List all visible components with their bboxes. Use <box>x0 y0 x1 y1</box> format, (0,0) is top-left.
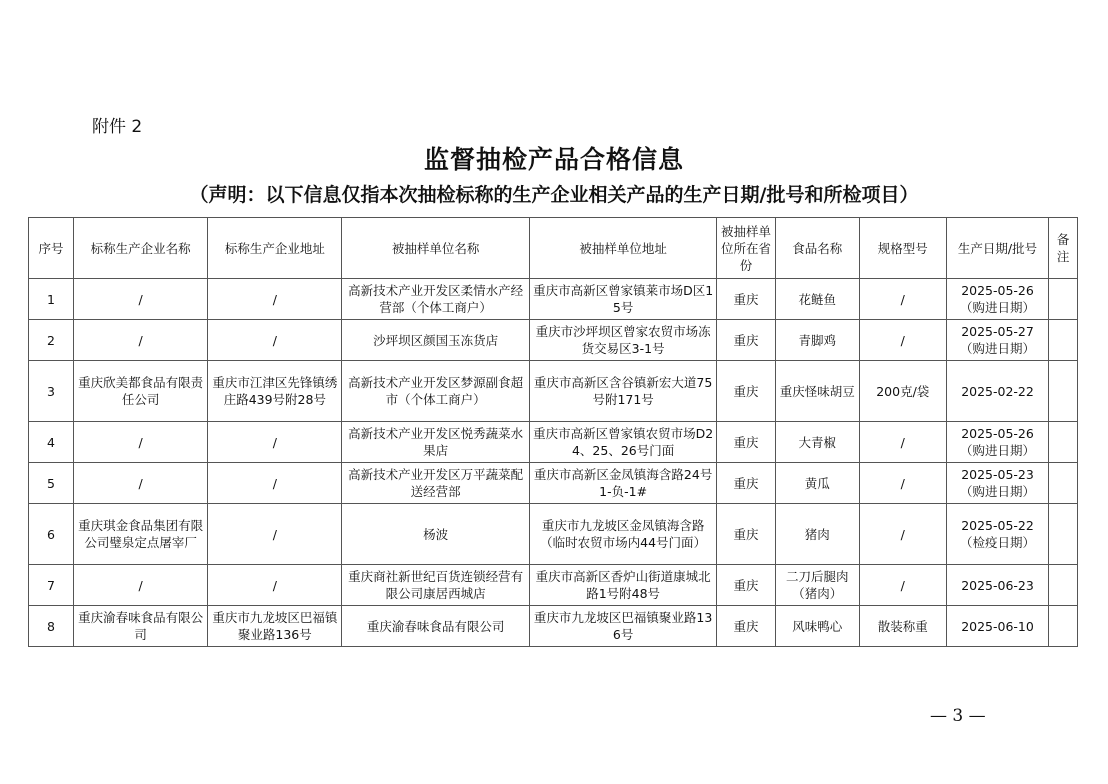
document-title: 监督抽检产品合格信息 <box>423 145 684 174</box>
cell-province: 重庆 <box>717 504 775 565</box>
cell-food: 花鲢鱼 <box>775 279 859 320</box>
cell-province: 重庆 <box>717 565 775 606</box>
table-row <box>29 606 1078 647</box>
cell-mfr-addr: 重庆市九龙坡区巴福镇聚业路136号 <box>208 606 342 647</box>
cell-seq: 3 <box>29 361 74 422</box>
cell-unit-addr: 重庆市高新区金凤镇海含路24号1-负-1# <box>529 463 716 504</box>
cell-seq: 6 <box>29 504 74 565</box>
cell-date: 2025-05-27（购进日期） <box>946 320 1048 361</box>
cell-spec: / <box>859 463 946 504</box>
cell-mfr-name: 重庆欣美都食品有限责任公司 <box>74 361 208 422</box>
table-row <box>29 422 1078 463</box>
inspection-table <box>28 217 1078 647</box>
cell-mfr-addr: / <box>208 565 342 606</box>
cell-unit-addr: 重庆市高新区曾家镇农贸市场D24、25、26号门面 <box>529 422 716 463</box>
cell-food: 风味鸭心 <box>775 606 859 647</box>
cell-date: 2025-05-26（购进日期） <box>946 422 1048 463</box>
cell-unit-name: 高新技术产业开发区万平蔬菜配送经营部 <box>342 463 529 504</box>
cell-unit-name: 高新技术产业开发区柔情水产经营部（个体工商户） <box>342 279 529 320</box>
cell-mfr-addr: / <box>208 279 342 320</box>
cell-spec: / <box>859 279 946 320</box>
header-unit-name: 被抽样单位名称 <box>342 218 529 279</box>
cell-date: 2025-05-23（购进日期） <box>946 463 1048 504</box>
header-seq: 序号 <box>29 218 74 279</box>
cell-spec: 200克/袋 <box>859 361 946 422</box>
cell-unit-name: 杨波 <box>342 504 529 565</box>
table-row <box>29 463 1078 504</box>
cell-mfr-addr: / <box>208 504 342 565</box>
cell-spec: / <box>859 504 946 565</box>
cell-seq: 8 <box>29 606 74 647</box>
table-row <box>29 361 1078 422</box>
table-row <box>29 504 1078 565</box>
cell-mfr-name: / <box>74 320 208 361</box>
cell-date: 2025-02-22 <box>946 361 1048 422</box>
cell-unit-name: 重庆商社新世纪百货连锁经营有限公司康居西城店 <box>342 565 529 606</box>
cell-unit-name: 沙坪坝区颜国玉冻货店 <box>342 320 529 361</box>
cell-province: 重庆 <box>717 422 775 463</box>
cell-food: 重庆怪味胡豆 <box>775 361 859 422</box>
cell-unit-addr: 重庆市高新区香炉山街道康城北路1号附48号 <box>529 565 716 606</box>
table-header-row <box>29 218 1078 279</box>
cell-unit-addr: 重庆市高新区含谷镇新宏大道75号附171号 <box>529 361 716 422</box>
cell-seq: 7 <box>29 565 74 606</box>
cell-note <box>1049 320 1078 361</box>
cell-food: 大青椒 <box>775 422 859 463</box>
document-subtitle: （声明：以下信息仅指本次抽检标称的生产企业相关产品的生产日期/批号和所检项目） <box>189 184 919 206</box>
cell-food: 二刀后腿肉（猪肉） <box>775 565 859 606</box>
cell-date: 2025-06-23 <box>946 565 1048 606</box>
cell-seq: 5 <box>29 463 74 504</box>
header-date: 生产日期/批号 <box>946 218 1048 279</box>
cell-seq: 1 <box>29 279 74 320</box>
cell-unit-name: 重庆渝春味食品有限公司 <box>342 606 529 647</box>
annex-label: 附件 2 <box>92 117 143 137</box>
cell-spec: / <box>859 565 946 606</box>
cell-mfr-addr: / <box>208 422 342 463</box>
cell-spec: / <box>859 320 946 361</box>
cell-seq: 2 <box>29 320 74 361</box>
table-row <box>29 565 1078 606</box>
header-food: 食品名称 <box>775 218 859 279</box>
page-number: — 3 — <box>930 706 986 726</box>
cell-food: 猪肉 <box>775 504 859 565</box>
cell-mfr-name: / <box>74 565 208 606</box>
cell-note <box>1049 565 1078 606</box>
cell-unit-addr: 重庆市九龙坡区巴福镇聚业路136号 <box>529 606 716 647</box>
table-row <box>29 279 1078 320</box>
cell-mfr-name: / <box>74 463 208 504</box>
cell-unit-addr: 重庆市高新区曾家镇莱市场D区15号 <box>529 279 716 320</box>
cell-province: 重庆 <box>717 463 775 504</box>
cell-note <box>1049 279 1078 320</box>
header-spec: 规格型号 <box>859 218 946 279</box>
cell-mfr-addr: / <box>208 463 342 504</box>
cell-food: 青脚鸡 <box>775 320 859 361</box>
cell-note <box>1049 463 1078 504</box>
cell-spec: / <box>859 422 946 463</box>
cell-note <box>1049 361 1078 422</box>
cell-mfr-name: / <box>74 422 208 463</box>
header-unit-addr: 被抽样单位地址 <box>529 218 716 279</box>
cell-date: 2025-05-26（购进日期） <box>946 279 1048 320</box>
cell-mfr-addr: 重庆市江津区先锋镇绣庄路439号附28号 <box>208 361 342 422</box>
cell-unit-addr: 重庆市沙坪坝区曾家农贸市场冻货交易区3-1号 <box>529 320 716 361</box>
cell-mfr-name: 重庆渝春味食品有限公司 <box>74 606 208 647</box>
cell-note <box>1049 422 1078 463</box>
cell-unit-addr: 重庆市九龙坡区金凤镇海含路（临时农贸市场内44号门面） <box>529 504 716 565</box>
cell-note <box>1049 504 1078 565</box>
cell-mfr-addr: / <box>208 320 342 361</box>
cell-unit-name: 高新技术产业开发区梦源副食超市（个体工商户） <box>342 361 529 422</box>
cell-note <box>1049 606 1078 647</box>
cell-province: 重庆 <box>717 606 775 647</box>
header-note: 备注 <box>1049 218 1078 279</box>
cell-date: 2025-05-22（检疫日期） <box>946 504 1048 565</box>
cell-province: 重庆 <box>717 279 775 320</box>
header-province: 被抽样单位所在省份 <box>717 218 775 279</box>
table-row <box>29 320 1078 361</box>
header-mfr-name: 标称生产企业名称 <box>74 218 208 279</box>
cell-seq: 4 <box>29 422 74 463</box>
cell-unit-name: 高新技术产业开发区悦秀蔬菜水果店 <box>342 422 529 463</box>
cell-mfr-name: / <box>74 279 208 320</box>
header-mfr-addr: 标称生产企业地址 <box>208 218 342 279</box>
cell-date: 2025-06-10 <box>946 606 1048 647</box>
cell-food: 黄瓜 <box>775 463 859 504</box>
cell-province: 重庆 <box>717 361 775 422</box>
cell-mfr-name: 重庆琪金食品集团有限公司璧泉定点屠宰厂 <box>74 504 208 565</box>
cell-spec: 散装称重 <box>859 606 946 647</box>
cell-province: 重庆 <box>717 320 775 361</box>
